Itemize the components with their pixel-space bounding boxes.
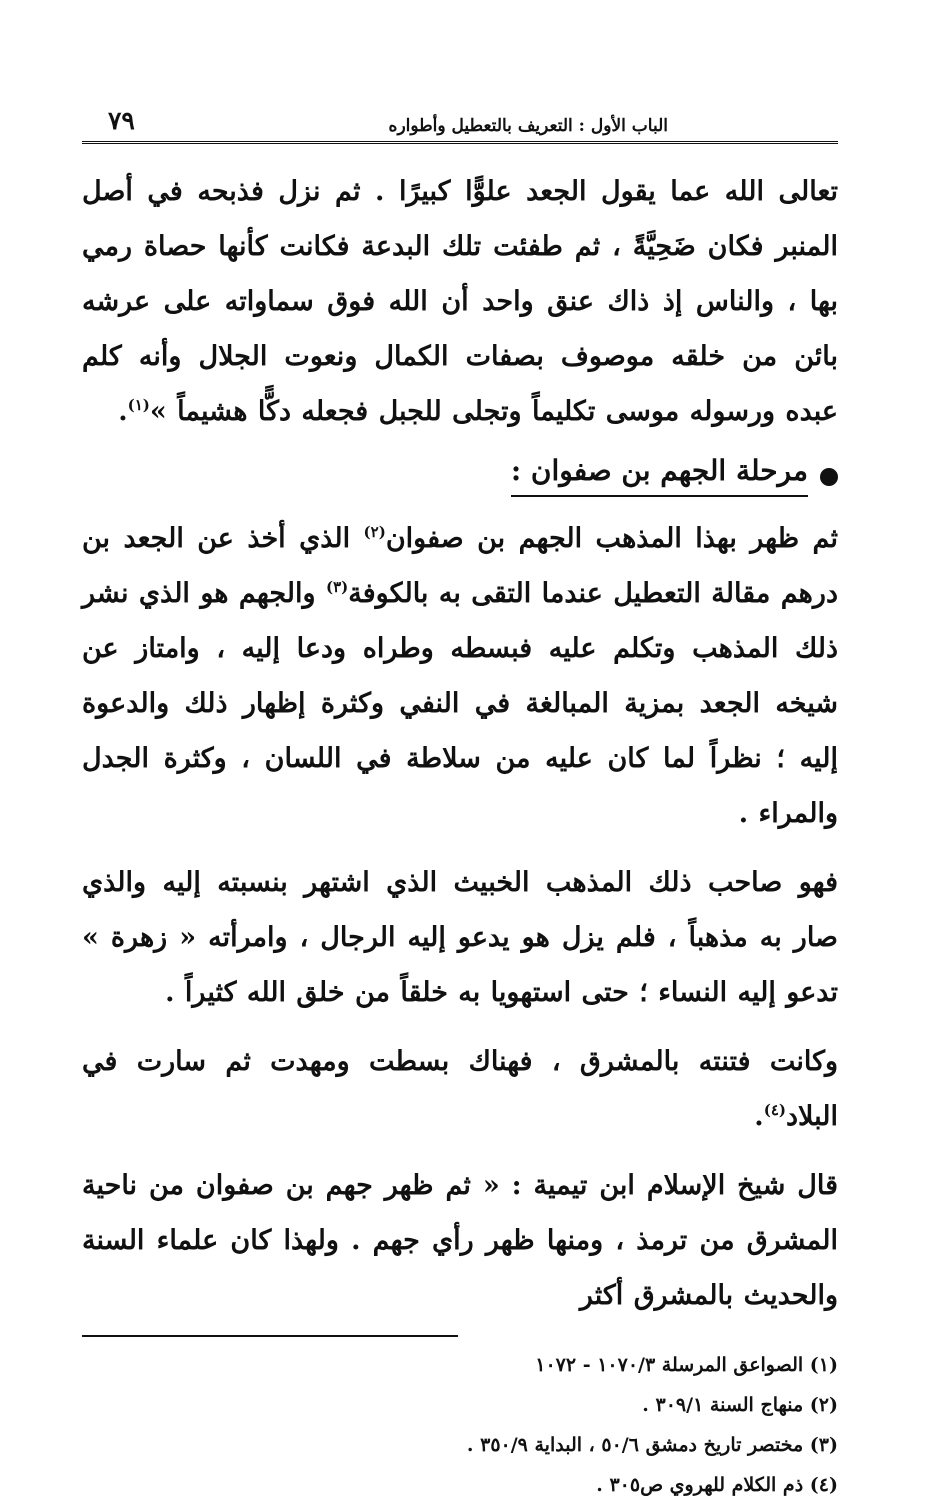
paragraph-5 xyxy=(82,1158,838,1323)
paragraph-4-text: وكانت فتنته بالمشرق ، فهناك بسطت ومهدت ثم سارت في البلاد xyxy=(82,1046,838,1132)
paragraph-2-part-c: والجهم هو الذي نشر ذلك المذهب وتكلم عليه فبسطه وطراه ودعا إليه ، وامتاز عن شيخه الجعد بمزية المبالغة في النفي وكثرة إظهار ذلك والدعوة إليه ؛ نظراً لما كان عليه من سلاطة في اللسان ، وكثرة الجدل والمراء . xyxy=(82,578,838,829)
footnote-ref-4: (٤) xyxy=(763,1101,786,1119)
bullet-icon xyxy=(820,468,838,486)
section-heading-text: مرحلة الجهم بن صفوان : xyxy=(511,451,808,497)
paragraph-1-end: . xyxy=(118,396,128,427)
section-heading xyxy=(82,449,838,503)
footnote-separator xyxy=(82,1335,458,1337)
footnotes xyxy=(82,1345,838,1505)
paragraph-1 xyxy=(82,164,838,439)
page-number: ٧٩ xyxy=(108,106,135,135)
book-page xyxy=(82,100,838,1496)
running-header xyxy=(82,100,838,144)
paragraph-2 xyxy=(82,511,838,841)
footnote-3: (٣) مختصر تاريخ دمشق ٥٠/٦ ، البداية ٣٥٠/٩ . xyxy=(466,1434,838,1456)
paragraph-4-end: . xyxy=(754,1101,764,1132)
paragraph-4 xyxy=(82,1034,838,1144)
paragraph-1-text: تعالى الله عما يقول الجعد علوًّا كبيرًا . ثم نزل فذبحه في أصل المنبر فكان ضَحِيَّةً ، ثم طفئت تلك البدعة فكانت كأنها حصاة رمي بها ، والناس إذ ذاك عنق واحد أن الله فوق سماواته على عرشه بائن من خلقه موصوف بصفات الكمال ونعوت الجلال وأنه كلم عبده ورسوله موسى تكليماً وتجلى للجبل فجعله دكًّا هشيماً » xyxy=(82,176,838,427)
footnote-1: (١) الصواعق المرسلة ١٠٧٠/٣ - ١٠٧٢ xyxy=(535,1354,838,1376)
paragraph-3-text: فهو صاحب ذلك المذهب الخبيث الذي اشتهر بنسبته إليه والذي صار به مذهباً ، فلم يزل هو يدعو إليه الرجال ، وامرأته « زهرة » تدعو إليه النساء ؛ حتى استهويا به خلقاً من خلق الله كثيراً . xyxy=(82,867,838,1008)
paragraph-2-part-b: الذي أخذ عن الجعد بن درهم مقالة التعطيل عندما التقى به بالكوفة xyxy=(82,523,838,609)
paragraph-5-text: قال شيخ الإسلام ابن تيمية : « ثم ظهر جهم بن صفوان من ناحية المشرق من ترمذ ، ومنها ظهر رأي جهم . ولهذا كان علماء السنة والحديث بالمشرق أكثر xyxy=(82,1170,838,1311)
paragraph-3 xyxy=(82,855,838,1020)
paragraph-2-part-a: ثم ظهر بهذا المذهب الجهم بن صفوان xyxy=(385,523,838,554)
footnote-2: (٢) منهاج السنة ٣٠٩/١ . xyxy=(642,1394,838,1416)
chapter-title: الباب الأول : التعريف بالتعطيل وأطواره xyxy=(388,116,668,136)
footnote-ref-1: (١) xyxy=(127,396,150,414)
footnote-ref-3: (٣) xyxy=(325,578,349,596)
footnote-ref-2: (٢) xyxy=(363,523,386,541)
footnote-4: (٤) ذم الكلام للهروي ص٣٠٥ . xyxy=(596,1474,838,1496)
